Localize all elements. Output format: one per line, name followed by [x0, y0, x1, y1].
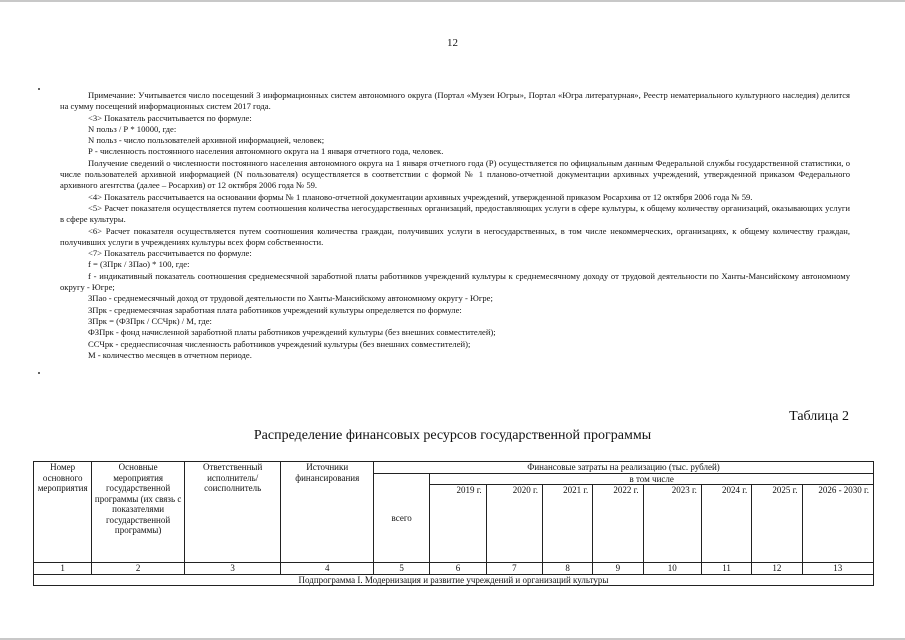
note-paragraph: ЗПрк - среднемесячная заработная плата работников учреждений культуры определяется по формуле:: [88, 304, 462, 315]
header-main-events: Основные мероприятия государственной программы (их связь с показателями государственной программы): [92, 462, 185, 563]
header-financial-costs: Финансовые затраты на реализацию (тыс. рублей): [374, 462, 874, 474]
note-paragraph: f - индикативный показатель соотношения среднемесячной заработной платы работников учреждений культуры к среднемесячному доходу от трудовой деятельности по Ханты-Мансийскому автономному округу - Югре;: [60, 270, 850, 293]
note-paragraph: Примечание: Учитывается число посещений 3 информационных систем автономного округа (Портал «Музеи Югры», Портал «Югра литературная», Реестр нематериального культурного наследия) делится на сумму посещений информационных систем 2017 года.: [60, 90, 850, 112]
note-paragraph: Р - численность постоянного населения автономного округа на 1 января отчетного года, человек.: [88, 146, 444, 157]
note-paragraph: <4> Показатель рассчитывается на основании формы № 1 планово-отчетной документации архивных учреждений, утвержденной приказом Росархива от 12 октября 2006 года № 59.: [88, 191, 753, 202]
column-number: 4: [281, 563, 374, 575]
note-paragraph: <7> Показатель рассчитывается по формуле:: [88, 248, 252, 259]
note-paragraph: М - количество месяцев в отчетном периоде.: [88, 349, 252, 360]
column-number: 2: [92, 563, 185, 575]
column-number: 10: [643, 563, 701, 575]
header-year: 2021 г.: [542, 485, 592, 563]
note-paragraph: Получение сведений о численности постоянного населения автономного округа на 1 января отчетного года (Р) осуществляется по официальным данным Федеральной службы государственной статистики, о числе пользователей архивной информацией (N пользователя) осуществляется в соответствии с формой № 1 планово-отчетной документации архивных учреждений, утвержденной приказом Федерального архивного агентства (далее – Росархив) от 12 октября 2006 года № 59.: [60, 157, 850, 191]
table-label: Таблица 2: [789, 409, 849, 424]
scan-speck: [38, 88, 40, 90]
note-paragraph: N польз / Р * 10000, где:: [88, 123, 177, 134]
note-paragraph: <6> Расчет показателя осуществляется путем соотношения количества граждан, получивших услуги в негосударственных, в том числе некоммерческих, организациях, к общему количеству граждан, получивших услуги в учреждениях культуры всех форм собственности.: [60, 225, 850, 247]
header-year: 2024 г.: [701, 485, 751, 563]
header-year: 2023 г.: [643, 485, 701, 563]
note-paragraph: ФЗПрк - фонд начисленной заработной платы работников учреждений культуры (без внешних совместителей);: [88, 327, 496, 338]
column-number: 9: [593, 563, 643, 575]
header-year: 2026 - 2030 г.: [802, 485, 873, 563]
note-paragraph: f = (ЗПрк / ЗПао) * 100, где:: [88, 259, 190, 270]
note-paragraph: ЗПрк = (ФЗПрк / ССЧрк) / М, где:: [88, 315, 212, 326]
header-year: 2025 г.: [752, 485, 802, 563]
column-number: 3: [184, 563, 281, 575]
subprogram-row: Подпрограмма I. Модернизация и развитие учреждений и организаций культуры: [34, 574, 874, 586]
scan-edge-top: [0, 0, 905, 2]
page-number: 12: [447, 37, 458, 49]
header-including: в том числе: [430, 473, 874, 485]
finance-table: [33, 461, 874, 586]
header-year: 2022 г.: [593, 485, 643, 563]
header-main-event-number: Номер основного мероприятия: [34, 462, 92, 563]
scan-speck: [38, 372, 40, 374]
column-number: 11: [701, 563, 751, 575]
column-number: 13: [802, 563, 873, 575]
header-total: всего: [374, 473, 430, 563]
column-number: 8: [542, 563, 592, 575]
column-number: 5: [374, 563, 430, 575]
note-paragraph: N польз - число пользователей архивной информацией, человек;: [88, 135, 325, 146]
note-paragraph: <3> Показатель рассчитывается по формуле:: [88, 112, 252, 123]
column-number: 12: [752, 563, 802, 575]
header-year: 2020 г.: [486, 485, 542, 563]
column-number: 6: [430, 563, 486, 575]
column-number: 7: [486, 563, 542, 575]
column-number: 1: [34, 563, 92, 575]
note-paragraph: ССЧрк - среднесписочная численность работников учреждений культуры (без внешних совместителей);: [88, 338, 471, 349]
header-responsible: Ответственный исполнитель/ соисполнитель: [184, 462, 281, 563]
header-year: 2019 г.: [430, 485, 486, 563]
notes-section: [60, 90, 850, 361]
table-title: Распределение финансовых ресурсов государственной программы: [253, 428, 652, 443]
note-paragraph: ЗПао - среднемесячный доход от трудовой деятельности по Ханты-Мансийскому автономному округу - Югре;: [88, 293, 493, 304]
header-sources: Источники финансирования: [281, 462, 374, 563]
note-paragraph: <5> Расчет показателя осуществляется путем соотношения количества негосударственных организаций, предоставляющих услуги в сфере культуры, к общему количеству организаций, оказывающих услуги в сфере культуры.: [60, 202, 850, 225]
